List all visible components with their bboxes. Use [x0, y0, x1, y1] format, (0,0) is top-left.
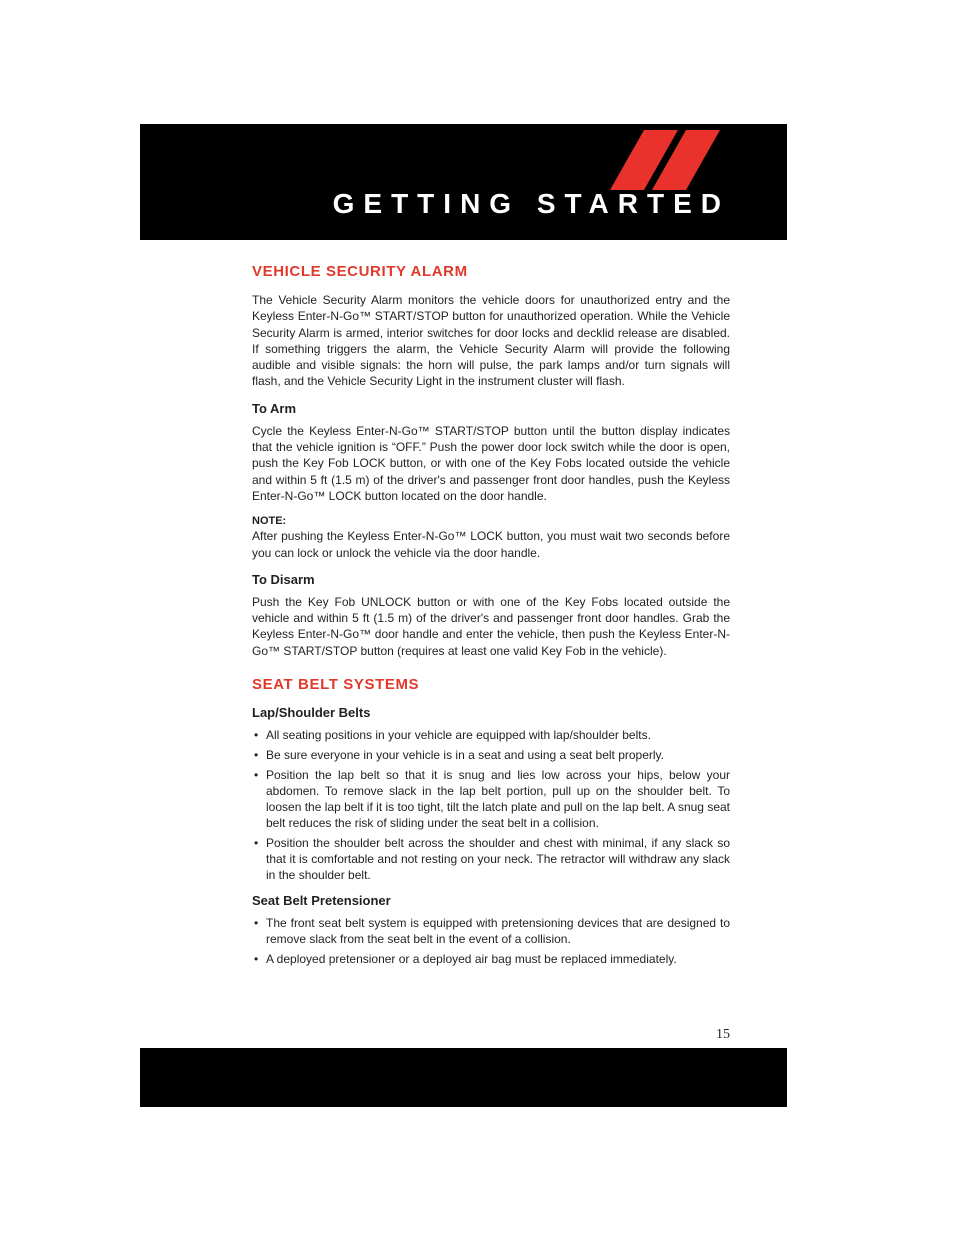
bullet-icon: •	[254, 768, 259, 783]
list-item-text: Be sure everyone in your vehicle is in a seat and using a seat belt properly.	[266, 748, 665, 763]
section-heading-alarm: VEHICLE SECURITY ALARM	[252, 263, 468, 280]
list-item	[252, 835, 730, 883]
subheading-to-disarm: To Disarm	[252, 571, 315, 587]
racing-stripes-logo	[610, 130, 730, 190]
note-label: NOTE:	[252, 515, 287, 528]
list-item-text: Position the lap belt so that it is snug and lies low across your hips, below your abdomen. To remove slack in the lap belt portion, pull up on the shoulder belt. To loosen the lap belt if it is too tight, tilt the latch plate and pull on the lap belt. A snug seat belt reduces the risk of sliding under the seat belt in a collision.	[266, 768, 730, 831]
lap-belt-list	[252, 727, 730, 883]
section-heading-seat-belts: SEAT BELT SYSTEMS	[252, 676, 420, 694]
subheading-to-arm: To Arm	[252, 400, 297, 416]
subheading-seat-belt-pretensioner: Seat Belt Pretensioner	[252, 893, 391, 909]
bullet-icon: •	[254, 916, 259, 931]
page-number: 15	[716, 1027, 730, 1042]
list-item-text: All seating positions in your vehicle are equipped with lap/shoulder belts.	[266, 728, 651, 743]
footer-bar	[140, 1048, 787, 1107]
arm-paragraph: Cycle the Keyless Enter-N-Go™ START/STOP button until the button display indicates that the vehicle ignition is “OFF.” Push the power door lock switch while the door is open, push the Key Fob LOCK button, or with one of the Key Fobs located outside the vehicle and within 5 ft (1.5 m) of the driver's and passenger front door handles, push the Keyless Enter-N-Go™ LOCK button located on the door handle.	[252, 423, 730, 503]
list-item-text: A deployed pretensioner or a deployed air bag must be replaced immediately.	[266, 952, 677, 967]
bullet-icon: •	[254, 748, 259, 763]
subheading-lap-shoulder-belts: Lap/Shoulder Belts	[252, 705, 371, 721]
list-item	[252, 915, 730, 947]
bullet-icon: •	[254, 836, 259, 851]
list-item-text: The front seat belt system is equipped with pretensioning devices that are designed to remove slack from the seat belt in the event of a collision.	[266, 916, 730, 947]
list-item	[252, 767, 730, 831]
alarm-intro-paragraph: The Vehicle Security Alarm monitors the vehicle doors for unauthorized entry and the Keyless Enter-N-Go™ START/STOP button for unauthorized operation. While the Vehicle Security Alarm is armed, interior switches for door locks and decklid release are disabled. If something triggers the alarm, the Vehicle Security Alarm will provide the following audible and visible signals: the horn will pulse, the park lamps and/or turn signals will flash, and the Vehicle Security Light in the instrument cluster will flash.	[252, 293, 730, 389]
main-content	[252, 263, 730, 977]
list-item	[252, 951, 730, 967]
disarm-paragraph: Push the Key Fob UNLOCK button or with one of the Key Fobs located outside the vehicle and within 5 ft (1.5 m) of the driver's and passenger front door handles. Grab the Keyless Enter-N-Go™ door handle and enter the vehicle, then push the Keyless Enter-N-Go™ START/STOP button (requires at least one valid Key Fob in the vehicle).	[252, 594, 730, 658]
list-item	[252, 727, 730, 743]
pretensioner-list	[252, 915, 730, 967]
note-paragraph: After pushing the Keyless Enter-N-Go™ LOCK button, you must wait two seconds before you can lock or unlock the vehicle via the door handle.	[252, 529, 730, 560]
list-item	[252, 747, 730, 763]
header-bar	[140, 124, 787, 240]
bullet-icon: •	[254, 728, 259, 743]
list-item-text: Position the shoulder belt across the shoulder and chest with minimal, if any slack so that it is comfortable and not resting on your neck. The retractor will withdraw any slack in the shoulder belt.	[266, 836, 730, 883]
bullet-icon: •	[254, 952, 259, 967]
page-section-title: GETTING STARTED	[332, 188, 730, 219]
